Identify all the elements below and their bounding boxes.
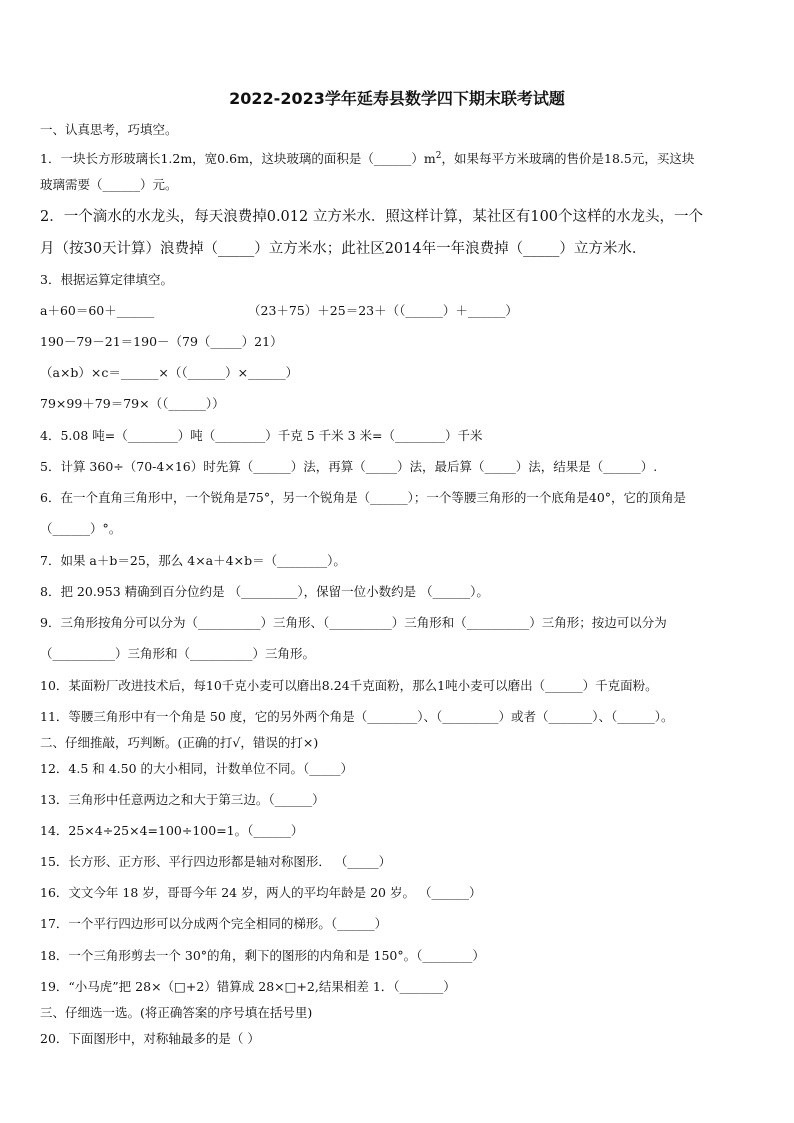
question-16: 16．文文今年 18 岁，哥哥今年 24 岁，两人的平均年龄是 20 岁。 （______）: [40, 885, 482, 900]
question-15: 15．长方形、正方形、平行四边形都是轴对称图形． （_____）: [40, 854, 392, 869]
question-3: 3．根据运算定律填空。: [40, 272, 173, 287]
question-5: 5．计算 360÷（70-4×16）时先算（______）法，再算（_____）法，最后算（_____）法，结果是（______）.: [40, 459, 658, 474]
question-9-line-1: 9．三角形按角分可以分为（__________）三角形、（__________）三角形和（__________）三角形；按边可以分为: [40, 615, 667, 630]
question-6-line-2: （______）°。: [40, 521, 122, 536]
question-9-line-2: （__________）三角形和（__________）三角形。: [40, 646, 316, 661]
question-3-line-1b: （23＋75）＋25＝23＋（（______）＋______）: [248, 303, 518, 318]
question-1-text-cont: ，如果每平方米玻璃的售价是18.5元，买这块: [441, 151, 695, 166]
question-3-line-4: 79×99＋79＝79×（（______））: [40, 396, 225, 411]
question-3-line-3: （a×b）×c＝______×（（______）×______）: [40, 365, 299, 380]
question-1-text: 1．一块长方形玻璃长1.2m，宽0.6m，这块玻璃的面积是（______）m: [40, 151, 436, 166]
question-19: 19．“小马虎”把 28×（□+2）错算成 28×□+2,结果相差 1．（_______）: [40, 979, 456, 994]
question-1-line-2: 玻璃需要（______）元。: [40, 177, 178, 192]
question-3-line-2: 190－79－21＝190－（79（_____）21）: [40, 334, 283, 349]
square-exponent: 2: [435, 151, 442, 161]
question-7: 7．如果 a＋b＝25，那么 4×a＋4×b＝（________）。: [40, 553, 346, 568]
section-heading-3: 三、仔细选一选。(将正确答案的序号填在括号里): [40, 1005, 313, 1020]
question-13: 13．三角形中任意两边之和大于第三边。（______）: [40, 792, 325, 807]
question-8: 8．把 20.953 精确到百分位约是 （_________），保留一位小数约是 （______）。: [40, 584, 489, 599]
question-6-line-1: 6．在一个直角三角形中，一个锐角是75°，另一个锐角是（______）；一个等腰三角形的一个底角是40°，它的顶角是: [40, 490, 687, 505]
question-20: 20．下面图形中，对称轴最多的是（ ）: [40, 1031, 260, 1046]
question-2-line-1: 2．一个滴水的水龙头，每天浪费掉0.012 立方米水．照这样计算，某社区有100个这样的水龙头，一个: [40, 209, 704, 225]
question-10: 10．某面粉厂改进技术后，每10千克小麦可以磨出8.24千克面粉，那么1吨小麦可以磨出（______）千克面粉。: [40, 678, 658, 693]
question-2-line-2: 月（按30天计算）浪费掉（_____）立方米水；此社区2014年一年浪费掉（_____）立方米水．: [40, 241, 647, 257]
question-17: 17．一个平行四边形可以分成两个完全相同的梯形。（______）: [40, 916, 388, 931]
section-heading-1: 一、认真思考，巧填空。: [40, 122, 178, 137]
page-title: 2022-2023学年延寿县数学四下期末联考试题: [229, 89, 565, 108]
question-3-line-1a: a＋60＝60＋______: [40, 303, 155, 318]
question-4: 4．5.08 吨=（________）吨（________）千克 5 千米 3 米=（________）千米: [40, 428, 483, 443]
question-1-line-1: [40, 148, 694, 167]
section-heading-2: 二、仔细推敲，巧判断。(正确的打√，错误的打×): [40, 735, 319, 750]
question-12: 12．4.5 和 4.50 的大小相同，计数单位不同。（_____）: [40, 761, 354, 776]
question-18: 18．一个三角形剪去一个 30°的角，剩下的图形的内角和是 150°。（________）: [40, 948, 485, 963]
question-11: 11．等腰三角形中有一个角是 50 度，它的另外两个角是（________）、（_________）或者（_______）、（______）。: [40, 709, 674, 724]
question-14: 14．25×4÷25×4=100÷100=1。（______）: [40, 823, 304, 838]
